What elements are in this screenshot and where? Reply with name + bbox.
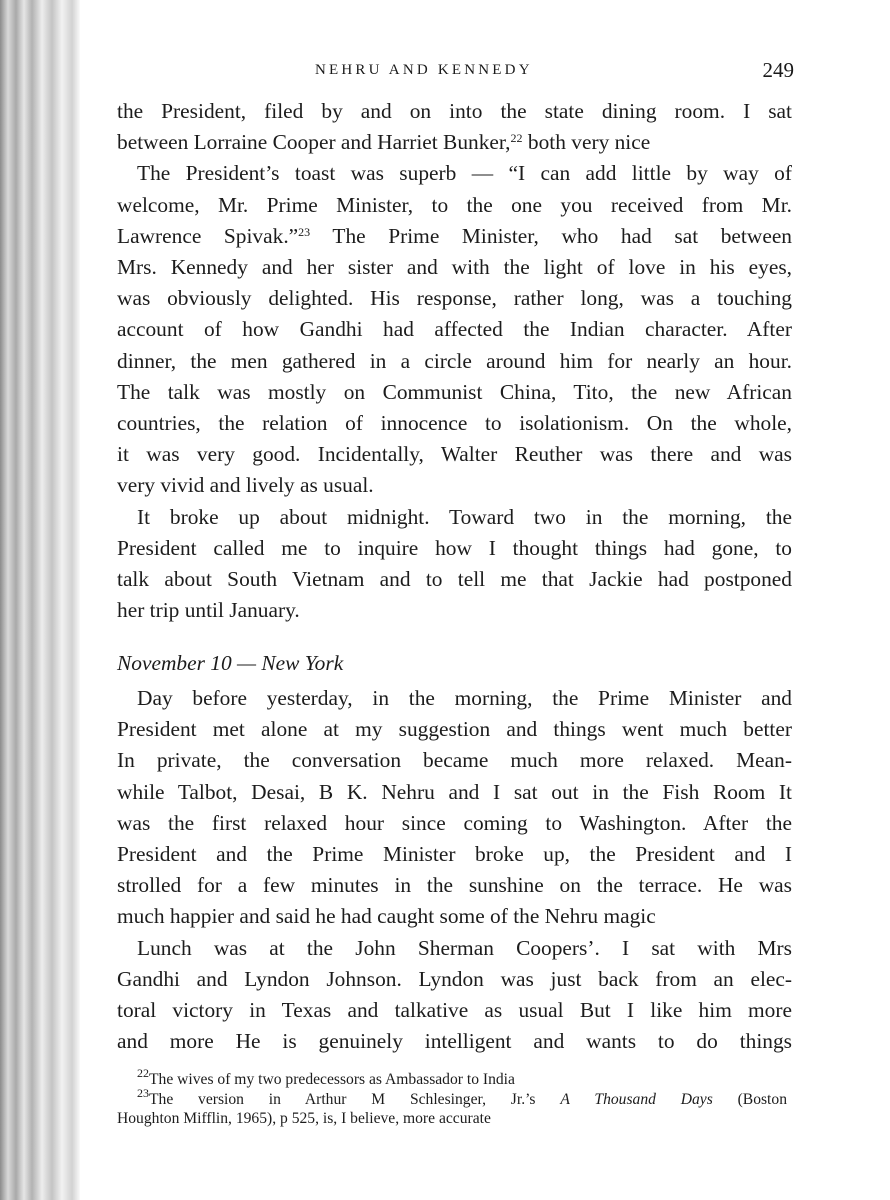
text-line: account of how Gandhi had affected the Indian character. After	[117, 317, 792, 342]
text-line: while Talbot, Desai, B K. Nehru and I sat out in the Fish Room It	[117, 779, 792, 804]
diary-entry-2	[117, 683, 792, 1057]
text-line	[117, 127, 792, 158]
text-line: The President’s toast was superb — “I can add little by way of	[137, 161, 792, 186]
text-line: President and the Prime Minister broke up, the President and I	[117, 842, 792, 867]
page-number: 249	[762, 58, 794, 82]
diary-entry-1	[117, 96, 792, 626]
text-line: and more He is genuinely intelligent and wants to do things	[117, 1029, 792, 1054]
footnotes	[117, 1065, 787, 1129]
book-title: A Thousand Days	[560, 1090, 713, 1108]
text-line: Day before yesterday, in the morning, the Prime Minister and	[137, 686, 792, 710]
footnote-number: 23	[137, 1085, 149, 1100]
footnote-number: 22	[137, 1065, 149, 1080]
text-segment: both very nice	[522, 130, 651, 155]
footnote-ref-22: 22	[510, 131, 523, 146]
text-line: very vivid and lively as usual.	[117, 473, 374, 498]
text-line: Lunch was at the John Sherman Coopers’. I sat with Mrs	[137, 935, 792, 960]
text-line: strolled for a few minutes in the sunshine on the terrace. He was	[117, 873, 792, 898]
footnote-ref-23: 23	[298, 224, 311, 239]
text-line: toral victory in Texas and talkative as usual But I like him more	[117, 998, 792, 1023]
footnote-23	[117, 1085, 787, 1110]
text-line: welcome, Mr. Prime Minister, to the one you received from Mr.	[117, 192, 792, 217]
text-line: It broke up about midnight. Toward two in the morning, the	[137, 504, 792, 529]
text-line: Mrs. Kennedy and her sister and with the light of love in his eyes,	[117, 255, 792, 280]
text-line: President met alone at my suggestion and things went much better	[117, 717, 792, 742]
text-segment: between Lorraine Cooper and Harriet Bunker,	[117, 130, 511, 155]
entry-date-heading: November 10 — New York	[117, 651, 344, 675]
text-line: her trip until January.	[117, 598, 300, 623]
footnote-text: (Boston	[712, 1090, 787, 1108]
book-page	[80, 0, 890, 1200]
text-line: Gandhi and Lyndon Johnson. Lyndon was just back from an elec-	[117, 966, 792, 991]
page-header	[80, 58, 890, 88]
text-line: it was very good. Incidentally, Walter Reuther was there and was	[117, 442, 792, 467]
running-head: NEHRU AND KENNEDY	[315, 62, 533, 78]
text-line: In private, the conversation became much more relaxed. Mean-	[117, 748, 792, 773]
text-line: President called me to inquire how I thought things had gone, to	[117, 535, 792, 560]
text-line: dinner, the men gathered in a circle around him for nearly an hour.	[117, 348, 792, 373]
text-segment: The Prime Minister, who had sat between	[310, 223, 793, 248]
text-line: was the first relaxed hour since coming to Washington. After the	[117, 810, 792, 835]
text-line	[117, 221, 792, 252]
text-line: much happier and said he had caught some of the Nehru magic	[117, 904, 656, 929]
text-line: the President, filed by and on into the state dining room. I sat	[117, 99, 792, 123]
text-segment: Lawrence Spivak.”	[117, 223, 299, 248]
text-line: countries, the relation of innocence to isolationism. On the whole,	[117, 411, 792, 436]
footnote-text: The version in Arthur M Schlesinger, Jr.’s	[149, 1090, 561, 1108]
text-line: talk about South Vietnam and to tell me that Jackie had postponed	[117, 567, 792, 592]
footnote-text: The wives of my two predecessors as Ambassador to India	[149, 1071, 515, 1088]
footnote-23-continued: Houghton Mifflin, 1965), p 525, is, I believe, more accurate	[117, 1110, 491, 1127]
text-line: The talk was mostly on Communist China, Tito, the new African	[117, 379, 792, 404]
footnote-22	[117, 1065, 787, 1090]
text-line: was obviously delighted. His response, rather long, was a touching	[117, 286, 792, 311]
book-spine-shadow	[0, 0, 80, 1200]
